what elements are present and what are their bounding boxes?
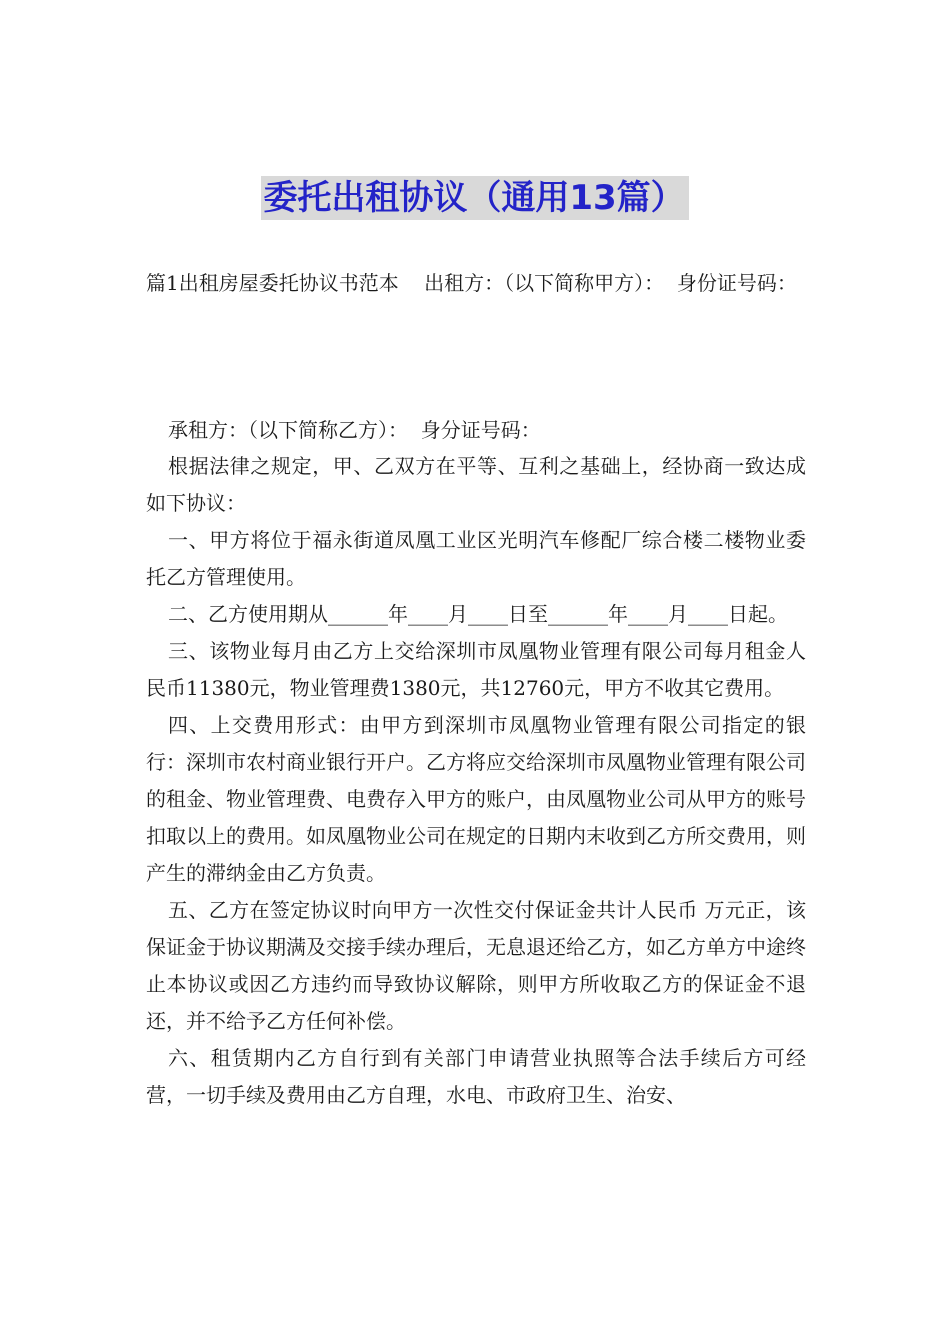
title-container xyxy=(0,176,950,220)
preamble-paragraph: 根据法律之规定，甲、乙双方在平等、互利之基础上，经协商一致达成如下协议： xyxy=(146,454,806,515)
lessee-paragraph: 承租方：（以下简称乙方）： 身分证号码： xyxy=(168,418,541,442)
lessee-block xyxy=(146,412,806,449)
document-title: 委托出租协议（通用13篇） xyxy=(261,176,688,220)
clause-2-paragraph: 二、乙方使用期从______年____月____日至______年____月____日起。 xyxy=(168,602,788,626)
clause-4-paragraph: 四、上交费用形式：由甲方到深圳市凤凰物业管理有限公司指定的银行：深圳市农村商业银行开户。乙方将应交给深圳市凤凰物业管理有限公司的租金、物业管理费、电费存入甲方的账户，由凤凰物业公司从甲方的账号扣取以上的费用。如凤凰物业公司在规定的日期内末收到乙方所交费用，则产生的滞纳金由乙方负责。 xyxy=(146,713,806,885)
intro-block xyxy=(146,265,806,302)
intro-paragraph: 篇1出租房屋委托协议书范本 出租方：（以下简称甲方）： 身份证号码： xyxy=(146,271,797,295)
clauses-block xyxy=(146,448,806,1114)
clause-3-paragraph: 三、该物业每月由乙方上交给深圳市凤凰物业管理有限公司每月租金人民币11380元，物业管理费1380元，共12760元，甲方不收其它费用。 xyxy=(146,639,806,700)
clause-6-paragraph: 六、租赁期内乙方自行到有关部门申请营业执照等合法手续后方可经营，一切手续及费用由乙方自理，水电、市政府卫生、治安、 xyxy=(146,1046,806,1107)
clause-1-paragraph: 一、甲方将位于福永街道凤凰工业区光明汽车修配厂综合楼二楼物业委托乙方管理使用。 xyxy=(146,528,806,589)
clause-5-paragraph: 五、乙方在签定协议时向甲方一次性交付保证金共计人民币 万元正，该保证金于协议期满及交接手续办理后，无息退还给乙方，如乙方单方中途终止本协议或因乙方违约而导致协议解除，则甲方所收取乙方的保证金不退还，并不给予乙方任何补偿。 xyxy=(146,898,806,1033)
